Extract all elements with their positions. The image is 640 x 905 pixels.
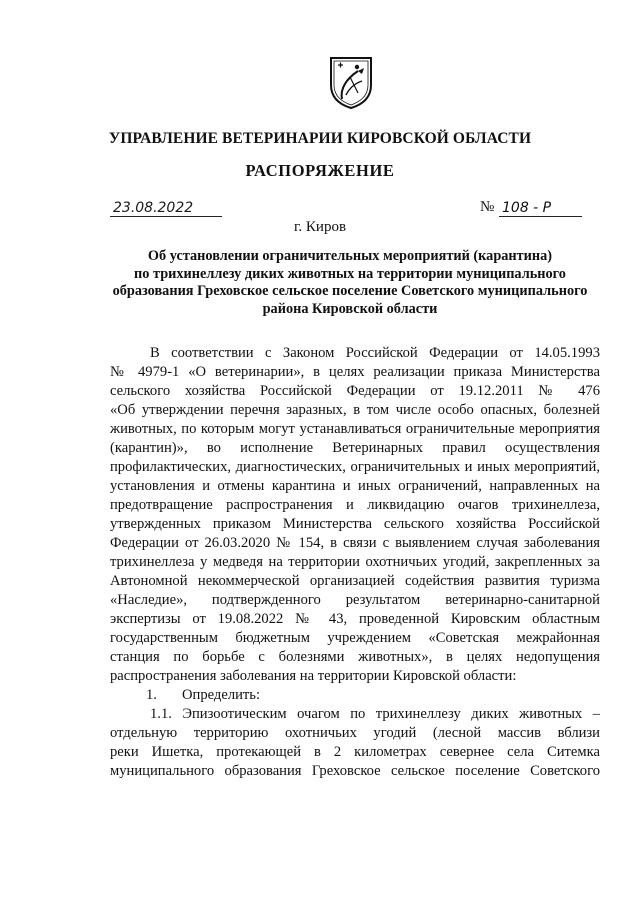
body-line: В соответствии с Законом Российской Федерации от 14.05.1993 [150,345,600,361]
item-1-text: Определить: [182,687,261,703]
number-sign: № [480,199,495,215]
body-line: государственным бюджетным учреждением «Советская межрайонная [110,630,600,646]
body-line: «Об утверждении перечня заразных, в том числе особо опасных, болезней [110,402,600,418]
body-line: Автономной некоммерческой организацией содействия развития туризма [110,573,600,589]
kirov-coat-of-arms-icon [328,55,374,109]
item-1-1-line: отдельную территорию охотничьих угодий (лесной массив вблизи [110,725,600,741]
body-line: профилактических, диагностических, ограничительных и иных мероприятий, [110,459,600,475]
item-1 [110,686,600,705]
item-1-1-line: муниципального образования Греховское сельское поселение Советского [110,763,600,779]
document-city: г. Киров [293,219,347,235]
document-type: РАСПОРЯЖЕНИЕ [245,161,395,180]
item-1-number: 1. [146,687,157,703]
title-line: района Кировской области [262,300,438,317]
document-body [110,344,600,781]
title-line: по трихинеллезу диких животных на территории муниципального [134,265,566,282]
body-line: трихинеллеза у медведя на территории охотничьих угодий, закрепленных за [110,554,600,570]
body-line: сельского хозяйства Российской Федерации от 19.12.2011 № 476 [110,383,600,399]
body-line: «Наследие», подтвержденного результатом ветеринарно-санитарной [110,592,600,608]
body-line: предотвращение распространения и ликвидацию очагов трихинеллеза, [110,497,600,513]
body-line: (карантин)», во исполнение Ветеринарных правил осуществления [110,440,600,456]
body-line: станция по борьбе с болезнями животных», в целях недопущения [110,649,600,665]
body-line: распространения заболевания на территории Кировской области: [110,668,517,684]
body-line: экспертизы от 19.08.2022 № 43, проведенной Кировским областным [110,611,600,627]
title-line: образования Греховское сельское поселение Советского муниципального [112,283,588,299]
body-line: животных, по которым могут устанавливаться ограничительные мероприятия [110,421,600,437]
organization-name: УПРАВЛЕНИЕ ВЕТЕРИНАРИИ КИРОВСКОЙ ОБЛАСТИ [108,130,532,147]
body-line: установления и отмены карантина и иных ограничений, направленных на [110,478,600,494]
document-title [100,248,600,318]
document-date: 23.08.2022 [113,200,194,216]
item-1-1-line: реки Ишетка, протекающей в 2 километрах севернее села Ситемка [110,744,600,760]
date-underline [110,216,222,217]
title-line: Об установлении ограничительных мероприятий (карантина) [147,248,553,264]
body-line: № 4979-1 «О ветеринарии», в целях реализации приказа Министерства [110,364,600,380]
number-underline [499,216,582,217]
document-number: 108 - Р [502,200,552,216]
body-line: утвержденных приказом Министерства сельского хозяйства Российской [110,516,600,532]
item-1-1-line: 1.1. Эпизоотическим очагом по трихинеллезу диких животных – [150,706,600,722]
body-line: Федерации от 26.03.2020 № 154, в связи с выявлением случая заболевания [110,535,600,551]
